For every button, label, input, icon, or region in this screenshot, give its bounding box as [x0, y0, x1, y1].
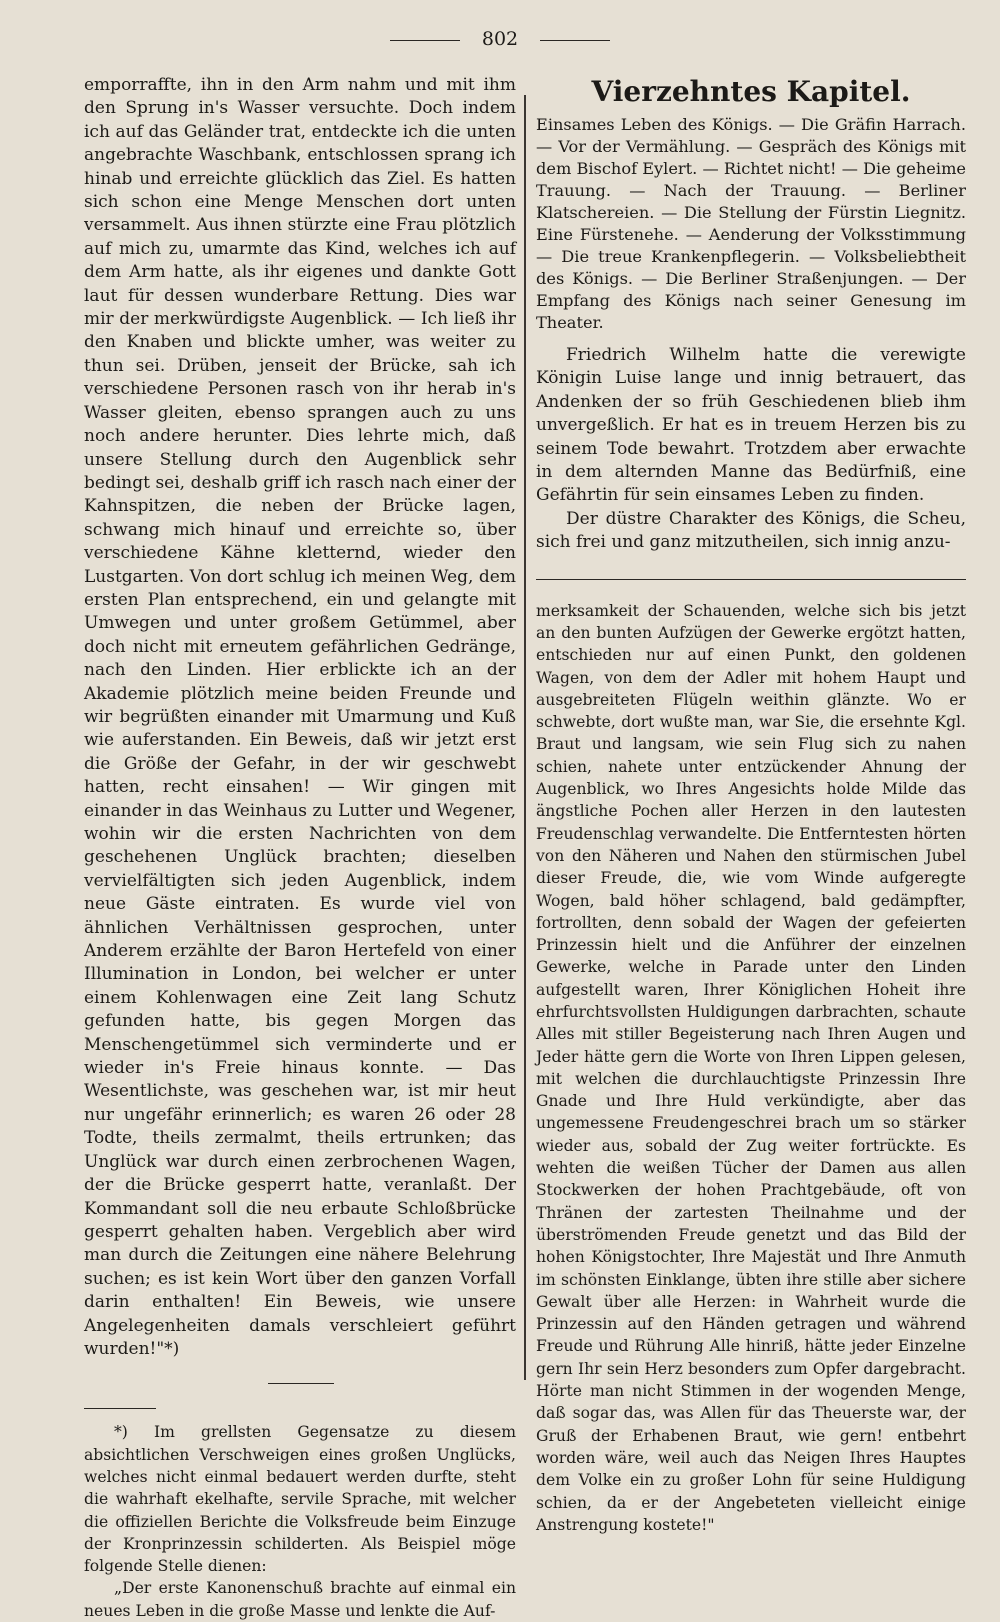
chapter-summary: Einsames Leben des Königs. — Die Gräfin Harrach. — Vor der Vermählung. — Gespräch des Königs mit dem Bischof Eylert. — Richtet nicht! — Die geheime Trauung. — Nach der Trauung. — Berliner Klatschereien. — Die Stellung der Fürstin Liegnitz. Eine Fürstenehe. — Aenderung der Volksstimmung — Die treue Krankenpflegerin. — Volksbeliebtheit des Königs. — Die Berliner Straßenjungen. — Der Empfang des Königs nach seiner Genesung im Theater.: [536, 115, 966, 332]
right-column: [536, 74, 966, 1536]
header-rule-right: [540, 40, 610, 41]
footnote-quote: „Der erste Kanonenschuß brachte auf einmal ein neues Leben in die große Masse und lenkte die Auf-: [84, 1579, 516, 1620]
footnote-separator: [536, 579, 966, 580]
right-body-paragraph-2: Der düstre Charakter des Königs, die Scheu, sich frei und ganz mitzutheilen, sich innig anzu-: [536, 508, 966, 553]
left-body-paragraph: emporraffte, ihn in den Arm nahm und mit ihm den Sprung in's Wasser versuchte. Doch indem ich auf das Geländer trat, entdeckte ich die unten angebrachte Waschbank, entschlossen sprang ich hinab und erreichte glücklich das Ziel. Es hatten sich schon eine Menge Menschen dort unten versammelt. Aus ihnen stürzte eine Frau plötzlich auf mich zu, umarmte das Kind, welches ich auf dem Arm hatte, als ihr eigenes und dankte Gott laut für dessen wunderbare Rettung. Dies war mir der merkwürdigste Augenblick. — Ich ließ ihr den Knaben und blickte umher, was weiter zu thun sei. Drüben, jenseit der Brücke, sah ich verschiedene Personen rasch von ihr herab in's Wasser gleiten, ebenso sprangen auch zu uns noch andere herunter. Dies lehrte mich, daß unsere Stellung durch den Augenblick sehr bedingt sei, deshalb griff ich rasch nach einer der Kahnspitzen, die neben der Brücke lagen, schwang mich hinauf und erreichte so, über verschiedene Kähne kletternd, wieder den Lustgarten. Von dort schlug ich meinen Weg, dem ersten Plan entsprechend, ein und gelangte mit Umwegen und unter großem Getümmel, aber doch nicht mit erneutem gefährlichen Gedränge, nach den Linden. Hier erblickte ich an der Akademie plötzlich meine beiden Freunde und wir begrüßten einander mit Umarmung und Kuß wie auferstanden. Ein Beweis, daß wir jetzt erst die Größe der Gefahr, in der wir geschwebt hatten, recht einsahen! — Wir gingen mit einander in das Weinhaus zu Lutter und Wegener, wohin wir die ersten Nachrichten von dem geschehenen Unglück brachten; dieselben vervielfältigten sich jeden Augenblick, indem neue Gäste eintraten. Es wurde viel von ähnlichen Verhältnissen gesprochen, unter Anderem erzählte der Baron Hertefeld von einer Illumination in London, bei welcher er unter einem Kohlenwagen eine Zeit lang Schutz gefunden hatte, bis gegen Morgen das Menschengetümmel sich verminderte und er wieder in's Freie hinaus konnte. — Das Wesentlichste, was geschehen war, ist mir heut nur ungefähr erinnerlich; es waren 26 oder 28 Todte, theils zermalmt, theils ertrunken; das Unglück war durch einen zerbrochenen Wagen, der die Brücke gesperrt hatte, veranlaßt. Der Kommandant soll die neu erbaute Schloßbrücke gesperrt gehalten haben. Vergeblich aber wird man durch die Zeitungen eine nähere Belehrung suchen; es ist kein Wort über den ganzen Vorfall darin enthalten! Ein Beweis, wie unsere Angelegenheiten damals verschleiert geführt wurden!"*): [84, 75, 516, 1359]
footnote-paragraph: *) Im grellsten Gegensatze zu diesem absichtlichen Verschweigen eines großen Unglücks, welches nicht einmal bedauert werden durfte, steht die wahrhaft ekelhafte, servile Sprache, mit welcher die offiziellen Berichte die Volksfreude beim Einzuge der Kronprinzessin schilderten. Als Beispiel möge folgende Stelle dienen:: [84, 1423, 516, 1576]
footnote-continuation: merksamkeit der Schauenden, welche sich bis jetzt an den bunten Aufzügen der Gewerke ergötzt hatten, entschieden nur auf einen Punkt, den goldenen Wagen, von dem der Adler mit hohem Haupt und ausgebreiteten Flügeln weithin glänzte. Wo er schwebte, dort wußte man, war Sie, die ersehnte Kgl. Braut und langsam, wie sein Flug sich zu nahen schien, nahete unter entzückender Ahnung der Augenblick, wo Ihres Angesichts holde Milde das ängstliche Pochen aller Herzen in den lautesten Freudenschlag verwandelte. Die Entferntesten hörten von den Näheren und Nahen den stürmischen Jubel dieser Freude, die, wie vom Winde aufgeregte Wogen, bald höher schlagend, bald gedämpfter, fortrollten, denn sobald der Wagen der gefeierten Prinzessin hielt und die Anführer der einzelnen Gewerke, welche in Parade unter den Linden aufgestellt waren, Ihrer Königlichen Hoheit ihre ehrfurchtsvollsten Huldigungen darbrachten, schaute Alles mit stiller Begeisterung nach Ihren Augen und Jeder hätte gern die Worte von Ihren Lippen gelesen, mit welchen die durchlauchtigste Prinzessin Ihre Gnade und Ihre Huld verkündigte, aber das ungemessene Freudengeschrei brach um so stärker wieder aus, sobald der Zug weiter fortrückte. Es wehten die weißen Tücher der Damen aus allen Stockwerken der hohen Prachtgebäude, oft von Thränen der zartesten Theilnahme und der überströmenden Freude genetzt und das Bild der hohen Königstochter, Ihre Majestät und Ihre Anmuth im schönsten Einklange, übten ihre stille aber sichere Gewalt über alle Herzen: in Wahrheit wurde die Prinzessin auf den Händen getragen und während Freude und Rührung Alle hinriß, hätte jeder Einzelne gern Ihr sein Herz besonders zum Opfer dargebracht. Hörte man nicht Stimmen in der wogenden Menge, daß sogar das, was Allen für das Theuerste war, der Gruß der Erhabenen Braut, wie gern! entbehrt worden wäre, weil auch das Neigen Ihres Hauptes dem Volke ein zu großer Lohn für seine Huldigung schien, da er der Angebeteten vielleicht einige Anstrengung kostete!": [536, 601, 966, 1534]
page-number: 802: [481, 28, 519, 50]
column-divider: [524, 95, 526, 1380]
section-separator: [268, 1383, 334, 1384]
right-body-paragraph-1: Friedrich Wilhelm hatte die verewigte Königin Luise lange und innig betrauert, das Andenken der so früh Geschiedenen blieb ihm unvergeßlich. Er hat es in treuem Herzen bis zu seinem Tode bewahrt. Trotzdem aber erwachte in dem alternden Manne das Bedürfniß, eine Gefährtin für sein einsames Leben zu finden.: [536, 345, 966, 506]
header-rule-left: [390, 40, 460, 41]
page-header: [0, 28, 1000, 50]
chapter-title: Vierzehntes Kapitel.: [591, 75, 911, 108]
left-column: [84, 74, 516, 1622]
footnote-rule: [84, 1408, 156, 1409]
